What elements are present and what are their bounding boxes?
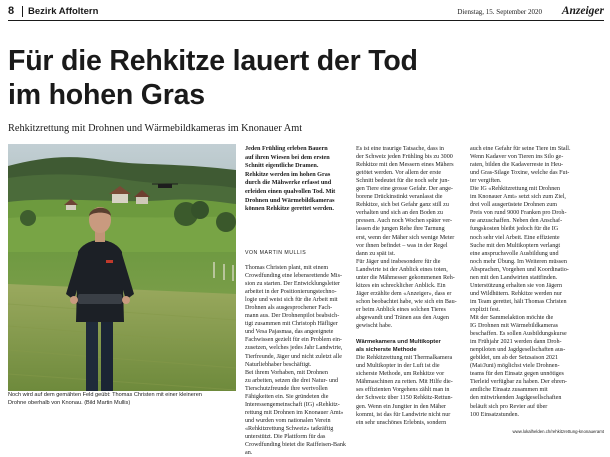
- body-text-line: Drohnen als ausgesprochener Fach-: [245, 305, 333, 312]
- article-headline: [8, 44, 604, 112]
- body-text-line: logie und weist sich für die Arbeit mit: [245, 297, 338, 304]
- body-text-line: sion zu starten. Der Entwicklungsleiter: [245, 281, 340, 288]
- body-text-line: im Knonauer Amt» setzt sich zum Ziel,: [470, 194, 566, 201]
- caption-line: Drohne oberhalb von Knonau. (Bild Martin Mullis): [8, 399, 131, 406]
- newspaper-logo: Anzeiger: [561, 5, 604, 17]
- lead-line: Rehkitze werden im hohen Gras: [245, 170, 331, 178]
- lead-line: Drohnen und Wärmebildkameras: [245, 196, 335, 204]
- body-text-line: gen Tiere eine grosse Gefahr. Der ange-: [356, 186, 453, 193]
- page-number: 8: [8, 5, 15, 17]
- crowdfunding-url[interactable]: www.lokalhelden.ch/rehkitzrettung-knonaueramt: [512, 429, 604, 434]
- body-text-line: und Vesa Pajasmaa, das angeeignete: [245, 329, 334, 336]
- body-text-line: Tierleid verfügbar zu haben. Der ehren-: [470, 379, 567, 386]
- body-text-line: Crowdfunding eine lebensrettende Mis-: [245, 273, 342, 280]
- body-text-line: Fachwissen gezielt für ein Problem ein-: [245, 337, 342, 344]
- lead-line: erleiden einen qualvollen Tod. Mit: [245, 187, 336, 195]
- body-text-line: noch mehr Übung. Im Weiteren müssen: [470, 258, 567, 265]
- lead-line: Jeden Frühling erleben Bauern: [245, 145, 328, 152]
- body-text-line: Suche mit den Multikoptern verlangt: [470, 242, 561, 249]
- lead-line: durch die Mähwerke erfasst und: [245, 179, 332, 187]
- lead-line: Schnitt eigentliche Dramen.: [245, 162, 319, 170]
- body-text-line: raten, bilden die Kadaverreste in Heu-: [470, 162, 564, 169]
- body-text-line: Schnitt bedeutet für die noch sehr jun-: [356, 178, 450, 185]
- body-text-line: Mähmaschinen zu retten. Mit Hilfe die-: [356, 379, 453, 386]
- body-text-line: Tierfreunde, Jäger und nicht zuletzt alle: [245, 353, 342, 360]
- body-text-line: beläuft sich pro Revier auf über: [470, 403, 548, 410]
- body-text-line: borene Drückinstinkt veranlasst die: [356, 194, 443, 201]
- body-text-line: unterstützt. Die Plattform für das: [245, 433, 326, 440]
- body-text-line: getötet werden. Vor allem der erste: [356, 170, 442, 177]
- issue-date: Dienstag, 15. September 2020: [457, 8, 542, 16]
- drone-pilot-photo: [8, 144, 236, 391]
- photo-caption: [8, 392, 238, 407]
- body-text-line: dann zu spät ist.: [356, 250, 396, 257]
- body-text-line: amtliche Einsatz zusammen mit: [470, 387, 548, 394]
- body-text-line: Für Jäger und insbesondere für die: [356, 258, 441, 265]
- text-column-2: [356, 145, 464, 427]
- text-column-1: [245, 264, 349, 457]
- body-text-line: Preis von rund 9000 Franken pro Droh-: [470, 210, 567, 217]
- body-text-line: arbeitet in der Positionierungstechno-: [245, 289, 337, 296]
- body-text-line: im Team gerettet, hält Thomas Christen: [470, 298, 567, 305]
- body-text-line: zusetzen, welches jedes Jahr Landwirte,: [245, 345, 343, 352]
- lead-line: auf ihren Wiesen bei dem ersten: [245, 153, 330, 161]
- body-text-line: beschaffen. Es sollen Ausbildungskurse: [470, 331, 567, 338]
- body-text-line: und Gras-Silage Toxine, welche das Fut-: [470, 170, 570, 177]
- headline-line: Für die Rehkitze lauert der Tod: [8, 45, 418, 77]
- body-text-line: Naturliebhaber beschäftigt.: [245, 361, 312, 368]
- body-text-line: explizit fest.: [470, 306, 501, 313]
- body-text-line: zu arbeiten, setzen die drei Natur- und: [245, 377, 339, 384]
- body-text-line: Mit der Sammelaktion möchte die: [470, 314, 554, 321]
- body-text-line: kommt, ist das für Landwirte nicht nur: [356, 411, 451, 418]
- body-text-line: den mitwirkenden Jagdgesellschaften: [470, 395, 562, 402]
- article-subheadline: Rehkitzrettung mit Drohnen und Wärmebildkameras im Knonauer Amt: [8, 123, 303, 134]
- body-text-line: mann aus. Der Drohnenpilot beabsich-: [245, 313, 340, 320]
- body-text-line: ses effizienten Vorgehens zählt man in: [356, 387, 450, 394]
- body-text-line: nen mit den Landwirten stattfinden.: [470, 274, 558, 281]
- body-text-line: und Multikopter in der Luft ist die: [356, 363, 440, 370]
- body-text-line: Fähigkeiten ein. Sie gründeten die: [245, 393, 329, 400]
- body-text-line: verhalten und sich an den Boden zu: [356, 210, 443, 217]
- header-rule: [8, 20, 604, 21]
- text-column-3: [470, 145, 575, 419]
- body-text-line: der Schweiz über 1150 Rehkitz-Rettun-: [356, 395, 453, 402]
- lead-line: können Rehkitze gerettet werden.: [245, 205, 334, 213]
- body-text-line: «Rehkitzrettung Schweiz» tatkräftig: [245, 425, 334, 432]
- body-text-line: und wurden vom nationalen Verein: [245, 417, 331, 424]
- paragraph-spacer: [356, 330, 464, 338]
- body-text-line: gebildet, um ab der Setzsaison 2021: [470, 355, 559, 362]
- body-text-line: Rehkitze mit den Messern eines Mähers: [356, 162, 454, 169]
- article-lead: [245, 145, 349, 214]
- body-text-line: auch eine Gefahr für seine Tiere im Stall.: [470, 146, 571, 152]
- body-text-line: Interessengemeinschaft (IG) «Rehkitz-: [245, 401, 340, 408]
- body-text-line: noch sehr viel Arbeit. Eine effiziente: [470, 234, 560, 241]
- subheading-line: Wärmekamera und Multikopter: [356, 339, 441, 346]
- body-text-line: ne anzuschaffen. Neben den Anschaf-: [470, 218, 563, 225]
- body-text-line: rettung mit Drohnen im Knonauer Amt»: [245, 409, 344, 416]
- body-text-line: Die IG «Rehkitzrettung mit Drohnen: [470, 186, 561, 193]
- body-text-line: Jäger erzählte dem «Anzeiger», dass er: [356, 290, 452, 297]
- header-divider: [22, 6, 23, 17]
- body-text-line: Tierschutzfreunde ihre wertvollen: [245, 385, 328, 392]
- body-text-line: er beim Anblick eines solchen Tieres: [356, 306, 446, 313]
- caption-line: Noch wird auf dem gemähten Feld geübt: Thomas Christen mit einer kleineren: [8, 392, 202, 398]
- body-text-line: Die Rehkitzrettung mit Thermalkamera: [356, 355, 453, 362]
- body-text-line: fungskosten bleibt jedoch für die IG: [470, 226, 559, 233]
- subheading-line: als sicherste Methode: [356, 347, 417, 354]
- body-text-line: drei voll ausgerüstete Drohnen zum: [470, 202, 557, 209]
- body-text-line: Rehkitze, sich bei Gefahr ganz still zu: [356, 202, 449, 209]
- body-text-line: pressen. Auch noch Wochen später ver-: [356, 218, 453, 225]
- body-text-line: schon beobachtet habe, wie sich ein Bau-: [356, 298, 457, 305]
- body-text-line: ter vergiften.: [470, 178, 502, 185]
- body-text-line: gewischt habe.: [356, 323, 393, 330]
- body-text-line: Bei ihrem Vorhaben, mit Drohnen: [245, 369, 328, 376]
- body-text-line: Thomas Christen plant, mit einem: [245, 265, 329, 271]
- body-text-line: IG Drohnen mit Wärmebildkameras: [470, 323, 559, 330]
- page-header: [8, 5, 604, 19]
- body-text-line: Wenn Kadaver von Tieren ins Silo ge-: [470, 154, 564, 161]
- body-text-line: kitzes ein schrecklicher Anblick. Ein: [356, 282, 446, 289]
- body-text-line: sicherste Methode, um Rehkitze vor: [356, 371, 445, 378]
- body-text-line: Unterstützung erhalten sie von Jägern: [470, 282, 563, 289]
- body-text-line: 100 Einsatzstunden.: [470, 411, 520, 418]
- article-byline: VON MARTIN MULLIS: [245, 250, 307, 256]
- body-text-line: Absprachen, Vorgehen und Koordinatio-: [470, 266, 569, 273]
- body-text-line: unter die Mähmesser gekommenen Reh-: [356, 274, 455, 281]
- body-text-line: im Frühjahr 2021 werden dann Droh-: [470, 339, 562, 346]
- body-text-line: der Schweiz jeden Frühling bis zu 3000: [356, 154, 453, 161]
- body-text-line: vor ihnen befindet – was in der Regel: [356, 242, 448, 249]
- body-text-line: Crowdfunding bietet die Raiffeisen-Bank: [245, 442, 346, 449]
- body-text-line: eine anspruchsvolle Ausbildung und: [470, 250, 559, 257]
- body-text-line: und Wildhütern. Rehkitze werden nur: [470, 290, 562, 297]
- body-text-line: abgewandt und Tränen aus den Augen: [356, 314, 449, 321]
- body-text-line: erst, wenn der Mäher sich wenige Meter: [356, 234, 455, 241]
- body-text-line: tigt zusammen mit Christoph Häfliger: [245, 321, 338, 328]
- body-text-line: lassen die jungen Rehe ihre Tarnung: [356, 226, 445, 233]
- body-text-line: an.: [245, 450, 253, 457]
- article-photo: [8, 144, 236, 391]
- section-title: Bezirk Affoltern: [28, 6, 99, 17]
- headline-line: im hohen Gras: [8, 79, 205, 111]
- body-text-line: gen. Wenn ein Jungtier in den Mäher: [356, 403, 446, 410]
- body-text-line: (Mai/Juni) möglichst viele Drohnen-: [470, 363, 560, 370]
- body-text-line: ein sehr unschönes Erlebnis, sondern: [356, 419, 447, 426]
- body-text-line: Es ist eine traurige Tatsache, dass in: [356, 146, 444, 152]
- body-text-line: nenpiloten und Jagdgesellschaften aus-: [470, 347, 566, 354]
- body-text-line: Landwirte ist der Anblick eines toten,: [356, 266, 448, 273]
- body-text-line: teams für den Einsatz gegen unnötiges: [470, 371, 564, 378]
